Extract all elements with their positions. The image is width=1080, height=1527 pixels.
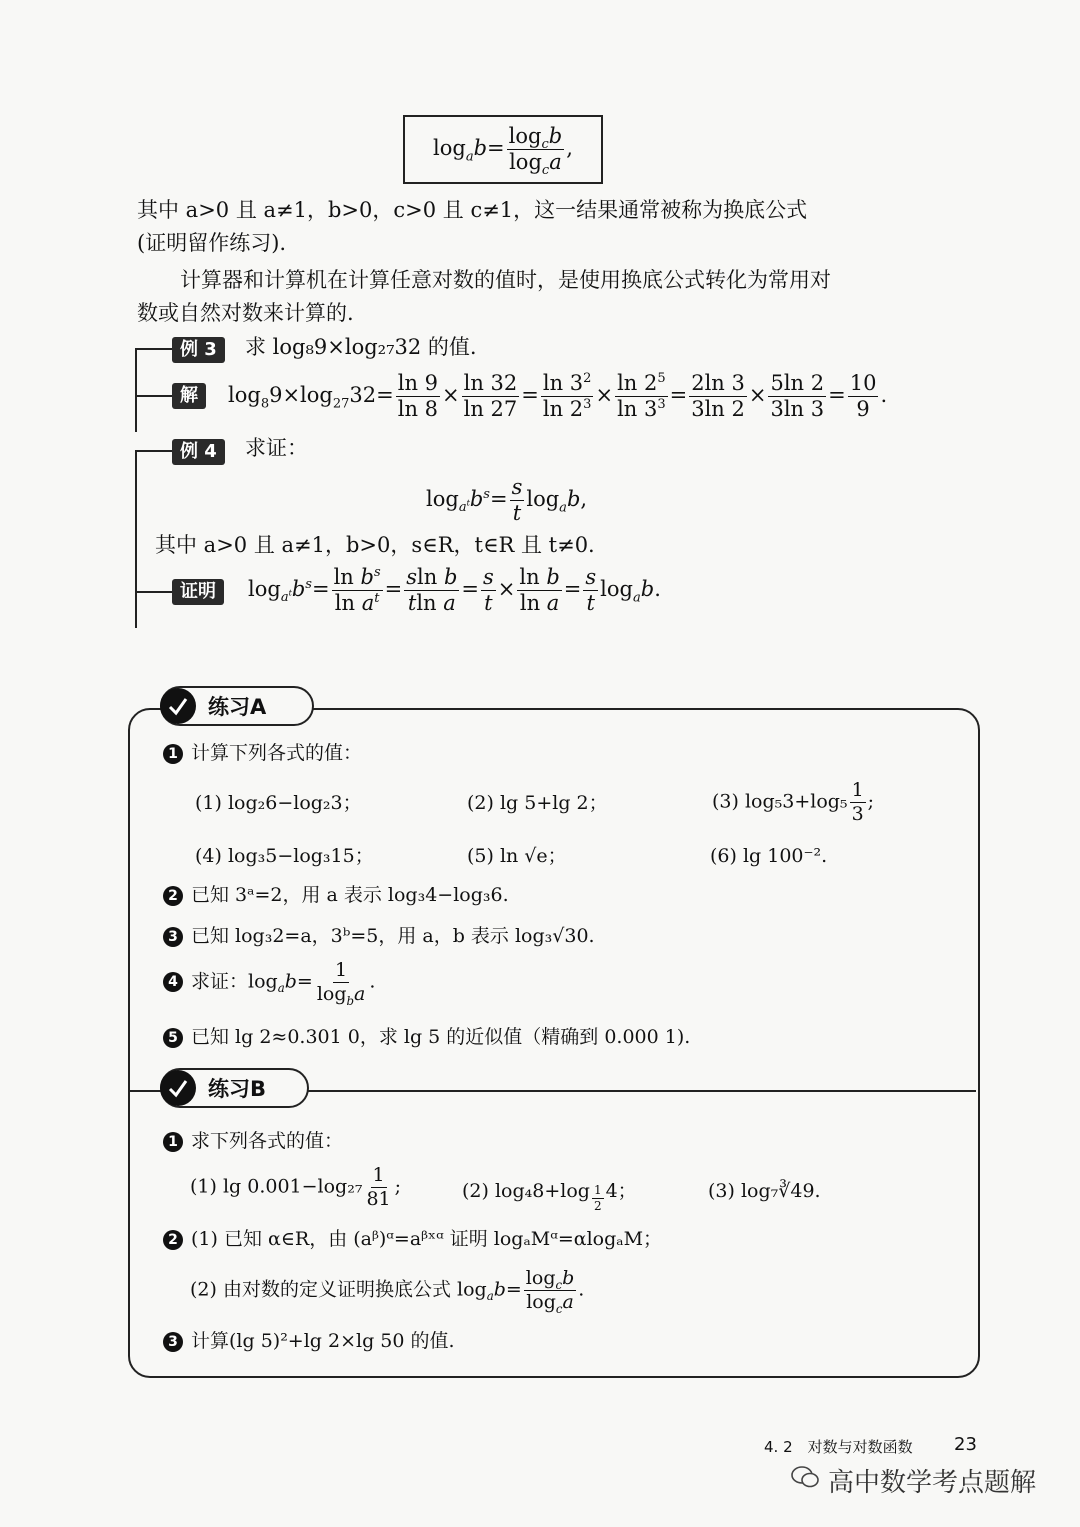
exa-q5: 5 已知 lg 2≈0.301 0，求 lg 5 的近似值（精确到 0.000 1). bbox=[163, 1026, 690, 1049]
exb-q1-item1: (1) lg 0.001−log₂₇ $\frac{1}{81}$ ; bbox=[190, 1164, 402, 1210]
exa-q1: 1 计算下列各式的值： bbox=[163, 742, 362, 765]
para1-line2: (证明留作练习). bbox=[137, 231, 287, 255]
solution-bracket-line bbox=[135, 395, 173, 397]
para2-line1: 计算器和计算机在计算任意对数的值时，是使用换底公式转化为常用对 bbox=[180, 268, 831, 292]
example3-prompt: 求 log₈9×log₂₇32 的值. bbox=[245, 335, 477, 359]
proof-bracket-line bbox=[135, 591, 173, 593]
wechat-icon bbox=[790, 1464, 820, 1497]
proof-equation: $\log_{a^t}b^s=$ $\frac{\ln b^s}{\ln a^t}$ = $\frac{\text{sln b}}{\text{tln a}}$ = $\frac{s}{t}$ × $\frac{\text{ln b}}{\text{ln a}}$ = $\frac{s}{t}$ $\log_ab$. bbox=[248, 565, 661, 616]
example4-tag: 例 4 bbox=[172, 439, 225, 465]
example4-bracket bbox=[135, 450, 137, 628]
exa-q1-item6: (6) lg 100⁻². bbox=[710, 845, 828, 867]
exa-q1-item5: (5) ln √e； bbox=[467, 845, 567, 867]
exa-q1-item4: (4) log₃5−log₃15； bbox=[195, 845, 374, 867]
footer-section: 4. 2 对数与对数函数 bbox=[764, 1438, 913, 1456]
exercise-b-title: 练习B bbox=[208, 1077, 267, 1101]
exercise-a-header bbox=[160, 686, 314, 726]
example4-formula: $\log_{a^t}b^s=$ $\frac{s}{t}$ $\log_ab$, bbox=[426, 475, 588, 526]
example3-bracket-top bbox=[135, 348, 173, 350]
exercise-b-header bbox=[160, 1068, 309, 1108]
watermark: 高中数学考点题解 bbox=[790, 1462, 1036, 1499]
example3-tag: 例 3 bbox=[172, 337, 225, 363]
proof-tag: 证明 bbox=[172, 579, 224, 605]
exa-q1-item2: (2) lg 5+lg 2； bbox=[467, 792, 608, 814]
exb-q2b: (2) 由对数的定义证明换底公式 $\log_ab=$ $\frac{\log_cb}{\log_ca}$ . bbox=[190, 1267, 585, 1316]
exa-q1-item3: (3) log₅3+log₅ $\frac{1}{3}$ ; bbox=[712, 779, 875, 825]
page-number: 23 bbox=[954, 1434, 977, 1455]
solution-tag: 解 bbox=[172, 383, 206, 409]
example4-bracket-top bbox=[135, 450, 173, 452]
example3-bracket bbox=[135, 348, 137, 432]
exb-q1-item2: (2) log₄8+log $_{\frac{1}{2}}$ 4； bbox=[462, 1180, 637, 1214]
exercise-a-title: 练习A bbox=[208, 695, 267, 719]
example4-condition: 其中 a>0 且 a≠1，b>0，s∈R，t∈R 且 t≠0. bbox=[155, 533, 595, 557]
exb-q2a: 2 (1) 已知 α∈R，由 (aᵝ)ᵅ=aᵝˣᵅ 证明 logₐMᵅ=αlogₐM； bbox=[163, 1228, 662, 1251]
example4-prompt: 求证： bbox=[245, 436, 308, 460]
exa-q2: 2 已知 3ᵃ=2，用 a 表示 log₃4−log₃6. bbox=[163, 884, 509, 907]
solution-equation: $\log_89\times\log_{27}32=$ $\frac{\ln 9}{\ln 8}$ × $\frac{\ln 32}{\ln 27}$ = $\frac{\ln 3^2}{\ln 2^3}$ × $\frac{\ln 2^5}{\ln 3^3}$ = $\frac{2\ln 3}{3\ln 2}$ × $\frac{5\ln 2}{3\ln 3}$ = $\frac{10}{9}$ . bbox=[228, 371, 888, 422]
pencil-check-icon-b bbox=[160, 1070, 196, 1106]
para1-line1: 其中 a>0 且 a≠1，b>0，c>0 且 c≠1，这一结果通常被称为换底公式 bbox=[137, 198, 808, 222]
exa-q3: 3 已知 log₃2=a，3ᵇ=5，用 a，b 表示 log₃√30. bbox=[163, 925, 595, 948]
change-of-base-formula-box: $\log_ab=$ $\frac{\log_cb}{\log_ca}$ , bbox=[403, 115, 603, 184]
para2-line2: 数或自然对数来计算的. bbox=[137, 301, 354, 325]
exb-q3: 3 计算(lg 5)²+lg 2×lg 50 的值. bbox=[163, 1330, 455, 1353]
exa-q1-item1: (1) log₂6−log₂3； bbox=[195, 792, 362, 814]
pencil-check-icon bbox=[160, 688, 196, 724]
exb-q1-item3: (3) log₇∛49. bbox=[708, 1180, 821, 1202]
exb-q1: 1 求下列各式的值： bbox=[163, 1130, 343, 1153]
exa-q4: 4 求证：$\log_ab=$ $\frac{1}{\log_ba}$ . bbox=[163, 960, 375, 1005]
